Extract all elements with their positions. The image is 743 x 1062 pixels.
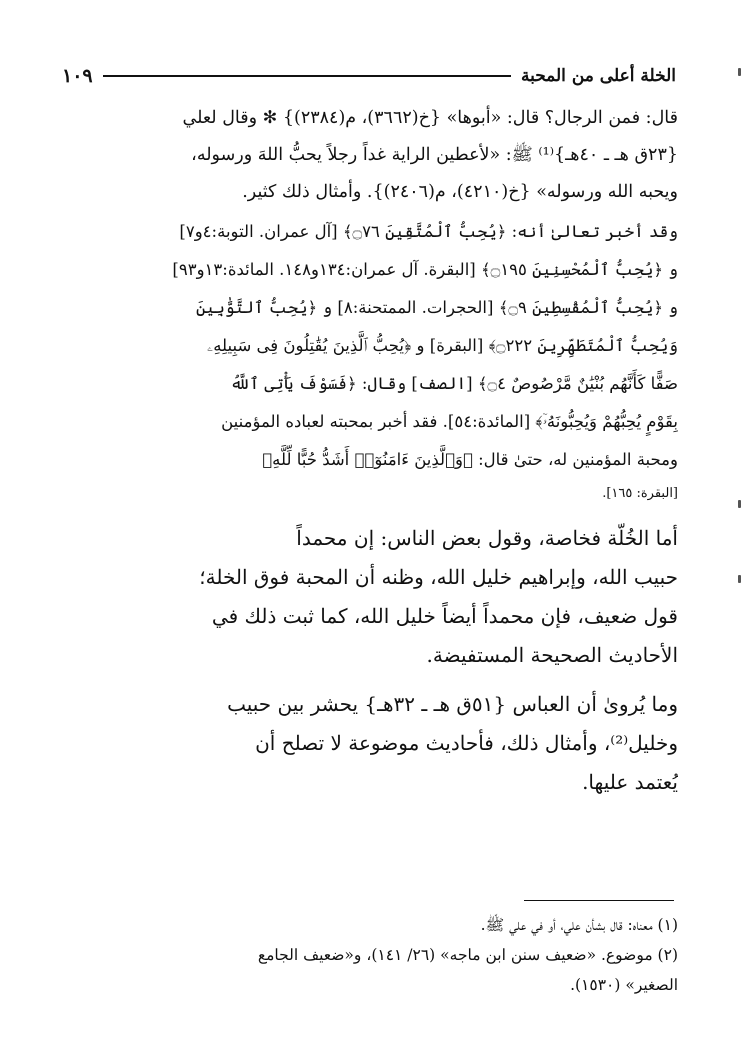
- paragraph-2: [62, 213, 678, 509]
- footnotes: [62, 910, 678, 1000]
- text-line: {٢٣ق هـ ـ ٤٠هـ}⁽¹⁾ ﷺ: «لأعطين الراية غداً رجلاً يحبُّ اللهَ ورسوله،: [191, 145, 678, 165]
- header-rule: [103, 75, 511, 77]
- text-line: ويحبه الله ورسوله» {خ(٤٢١٠)، م(٢٤٠٦)}. وأمثال ذلك كثير.: [242, 182, 678, 202]
- text-line: قال: فمن الرجال؟ قال: «أبوها» {خ(٣٦٦٢)، م(٢٣٨٤)} ✻ وقال لعلي: [182, 108, 678, 128]
- paragraph-4: [62, 685, 678, 802]
- paragraph-3: [62, 519, 678, 675]
- text-line: [البقرة: ١٦٥].: [602, 486, 678, 501]
- text-line: وَيُحِبُّ ٱلْمُتَطَهِّرِينَ ۝٢٢٢﴾ [البقرة] و ﴿يُحِبُّ ٱلَّذِينَ يُقَٰتِلُونَ فِى سَبِيلِهِۦ: [206, 336, 678, 355]
- margin-mark: [738, 68, 741, 76]
- running-title: الخلة أعلى من المحبة: [520, 66, 676, 86]
- margin-mark: [738, 500, 741, 508]
- margin-mark: [738, 575, 741, 583]
- text-line: بِقَوْمٍ يُحِبُّهُمْ وَيُحِبُّونَهُۥٓ﴾ [المائدة:٥٤]. فقد أخبر بمحبته لعباده المؤمنين: [221, 412, 678, 431]
- footnote-line: (٢) موضوع. «ضعيف سنن ابن ماجه» (٢٦/ ١٤١)، و«ضعيف الجامع: [257, 946, 678, 964]
- main-text: [62, 100, 678, 802]
- text-line: أما الخُلّة فخاصة، وقول بعض الناس: إن محمداً: [296, 526, 678, 550]
- footnote-2: [62, 940, 678, 1000]
- text-line: وما يُروىٰ أن العباس {٥١ق هـ ـ ٣٢هـ} يحشر بين حبيب: [227, 692, 678, 716]
- footnote-line: (١) معناه: قال بشأن علي، أو في علي ﷺ.: [480, 916, 678, 934]
- running-header: [62, 62, 676, 90]
- page-number: ١٠٩: [62, 65, 93, 87]
- text-line: و ﴿يُحِبُّ ٱلْمُقْسِطِينَ ۝٩﴾ [الحجرات. الممتحنة:٨] و ﴿يُحِبُّ ٱلتَّوَّٰبِينَ: [195, 298, 678, 317]
- text-line: قول ضعيف، فإن محمداً أيضاً خليل الله، كما ثبت ذلك في: [211, 604, 678, 628]
- footnote-line: الصغير» (١٥٣٠).: [570, 976, 678, 994]
- text-line: يُعتمد عليها.: [582, 770, 678, 794]
- text-line: و ﴿يُحِبُّ ٱلْمُحْسِنِينَ ۝١٩٥﴾ [البقرة. آل عمران:١٣٤و١٤٨. المائدة:١٣و٩٣]: [172, 260, 678, 279]
- paragraph-1: [62, 100, 678, 211]
- text-line: وقد أخبر تعالىٰ أنه: ﴿يُحِبُّ ٱلْمُتَّقِينَ ۝٧٦﴾ [آل عمران. التوبة:٤و٧]: [179, 222, 678, 241]
- text-line: صَفًّا كَأَنَّهُم بُنْيَٰنٌ مَّرْصُوصٌ ۝٤﴾ [الصف] وقال: ﴿فَسَوْفَ يَأْتِى ٱللَّهُ: [230, 374, 678, 393]
- text-line: ومحبة المؤمنين له، حتىٰ قال: ﴿وَٱلَّذِينَ ءَامَنُوٓا۟ أَشَدُّ حُبًّا لِّلَّهِ﴾: [262, 450, 678, 469]
- text-line: حبيب الله، وإبراهيم خليل الله، وظنه أن المحبة فوق الخلة؛: [199, 565, 678, 589]
- text-line: الأحاديث الصحيحة المستفيضة.: [426, 643, 678, 667]
- footnote-1: [62, 910, 678, 940]
- footnote-separator: [524, 900, 674, 901]
- text-line: وخليل⁽²⁾، وأمثال ذلك، فأحاديث موضوعة لا تصلح أن: [255, 731, 678, 755]
